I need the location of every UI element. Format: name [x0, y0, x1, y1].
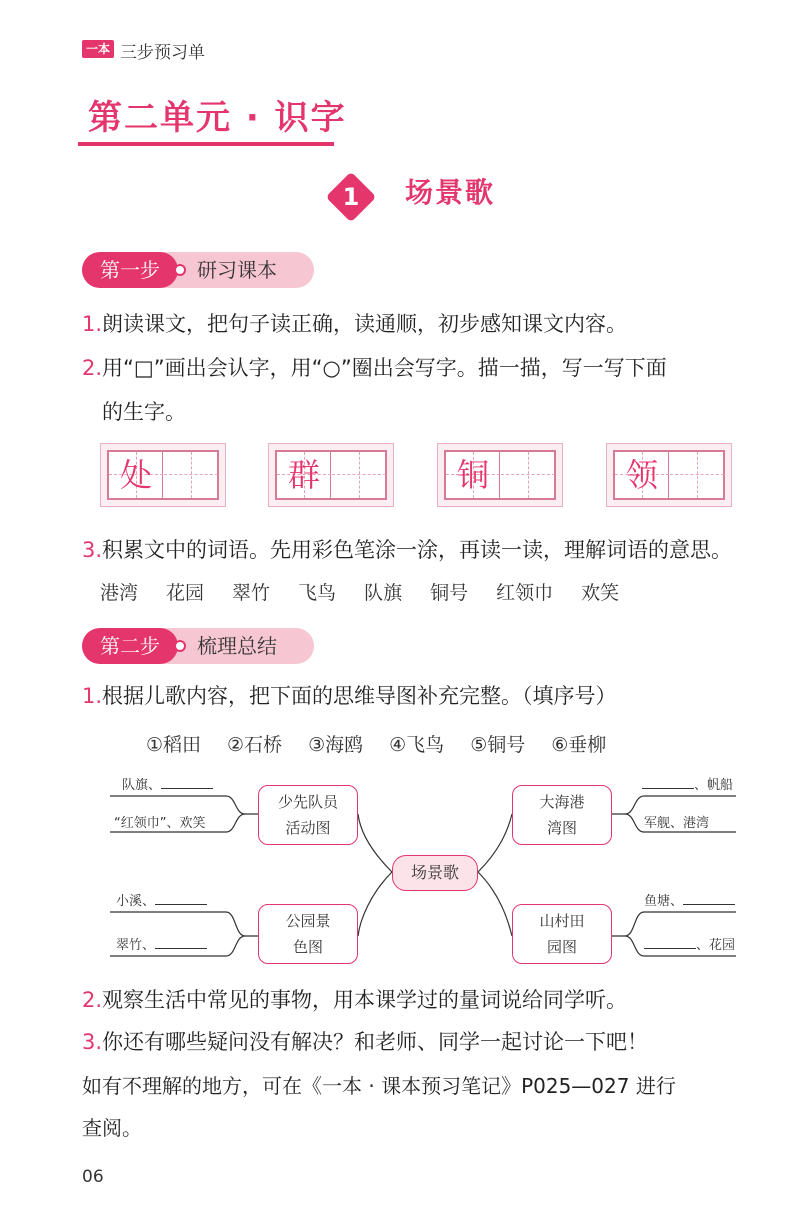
step2-label: 第二步 — [82, 628, 178, 664]
answer-blank[interactable] — [155, 936, 207, 949]
option-item: ⑥垂柳 — [551, 734, 607, 756]
step-dot-icon — [174, 640, 186, 652]
reference-note: 如有不理解的地方，可在《一本 · 课本预习笔记》P025—027 进行 — [82, 1074, 676, 1098]
char-write-box[interactable] — [670, 452, 724, 498]
char-sample: 铜 — [456, 456, 489, 494]
answer-blank[interactable] — [161, 776, 213, 789]
step2-item-1: 1.根据儿歌内容，把下面的思维导图补充完整。（填序号） — [82, 684, 617, 708]
mindmap-node-top-left: 少先队员 活动图 — [258, 785, 358, 845]
answer-blank[interactable] — [644, 936, 696, 949]
lesson-number-badge — [326, 172, 376, 222]
mindmap-leaf: 队旗、 — [122, 774, 213, 793]
brand-name: 三步预习单 — [120, 43, 205, 63]
vocab-word: 花园 — [166, 582, 205, 604]
char-sample: 群 — [287, 456, 320, 494]
step1-item-2-cont: 的生字。 — [102, 400, 186, 424]
option-item: ⑤铜号 — [470, 734, 526, 756]
char-sample: 处 — [119, 456, 152, 494]
vocab-word: 翠竹 — [232, 582, 271, 604]
mindmap-leaf: 翠竹、 — [116, 934, 207, 953]
unit-title: 第二单元 · 识字 — [88, 98, 347, 138]
step2-item-2: 2.观察生活中常见的事物，用本课学过的量词说给同学听。 — [82, 988, 628, 1012]
option-item: ④飞鸟 — [389, 734, 445, 756]
mindmap-leaf: 鱼塘、 — [644, 890, 735, 909]
step1-title: 研习课本 — [197, 258, 277, 282]
vocab-list — [100, 578, 647, 605]
step1-label: 第一步 — [82, 252, 178, 288]
brand-tag: 一本 — [82, 40, 114, 58]
vocab-word: 队旗 — [364, 582, 403, 604]
char-grid — [107, 450, 219, 500]
reference-note-cont: 查阅。 — [82, 1116, 142, 1140]
mindmap-leaf: 军舰、港湾 — [644, 816, 710, 831]
mindmap-node-top-right: 大海港 湾图 — [512, 785, 612, 845]
step1-item-2: 2.用“□”画出会认字，用“○”圈出会写字。描一描，写一写下面 — [82, 356, 667, 380]
step2-pill — [82, 628, 314, 664]
option-item: ②石桥 — [227, 734, 283, 756]
option-item: ③海鸥 — [308, 734, 364, 756]
mindmap-leaf: 、帆船 — [642, 774, 733, 793]
vocab-word: 铜号 — [430, 582, 469, 604]
char-write-box[interactable] — [501, 452, 555, 498]
option-item: ①稻田 — [146, 734, 202, 756]
vocab-word: 港湾 — [100, 582, 139, 604]
lesson-title: 场景歌 — [405, 176, 496, 209]
option-list — [146, 730, 632, 757]
char-grid — [613, 450, 725, 500]
step1-item-3: 3.积累文中的词语。先用彩色笔涂一涂，再读一读，理解词语的意思。 — [82, 538, 733, 562]
mindmap-leaf: “红领巾”、欢笑 — [114, 816, 206, 831]
answer-blank[interactable] — [642, 776, 694, 789]
vocab-word: 欢笑 — [581, 582, 620, 604]
unit-title-underline — [78, 142, 334, 146]
char-write-box[interactable] — [164, 452, 218, 498]
mindmap-node-bottom-right: 山村田 园图 — [512, 904, 612, 964]
vocab-word: 红领巾 — [496, 582, 554, 604]
mindmap-center-node: 场景歌 — [392, 855, 478, 891]
char-grid — [444, 450, 556, 500]
step1-pill — [82, 252, 314, 288]
answer-blank[interactable] — [683, 892, 735, 905]
mindmap-leaf: 、花园 — [644, 934, 735, 953]
char-sample: 领 — [625, 456, 658, 494]
char-write-box[interactable] — [332, 452, 386, 498]
vocab-word: 飞鸟 — [298, 582, 337, 604]
char-grid — [275, 450, 387, 500]
answer-blank[interactable] — [155, 892, 207, 905]
step1-item-1: 1.朗读课文，把句子读正确，读通顺，初步感知课文内容。 — [82, 312, 628, 336]
page-number: 06 — [82, 1167, 104, 1187]
step2-item-3: 3.你还有哪些疑问没有解决？和老师、同学一起讨论一下吧！ — [82, 1030, 649, 1054]
mindmap-node-bottom-left: 公园景 色图 — [258, 904, 358, 964]
mindmap-leaf: 小溪、 — [116, 890, 207, 909]
step2-title: 梳理总结 — [197, 634, 277, 658]
lesson-number: 1 — [342, 183, 360, 211]
step-dot-icon — [174, 264, 186, 276]
